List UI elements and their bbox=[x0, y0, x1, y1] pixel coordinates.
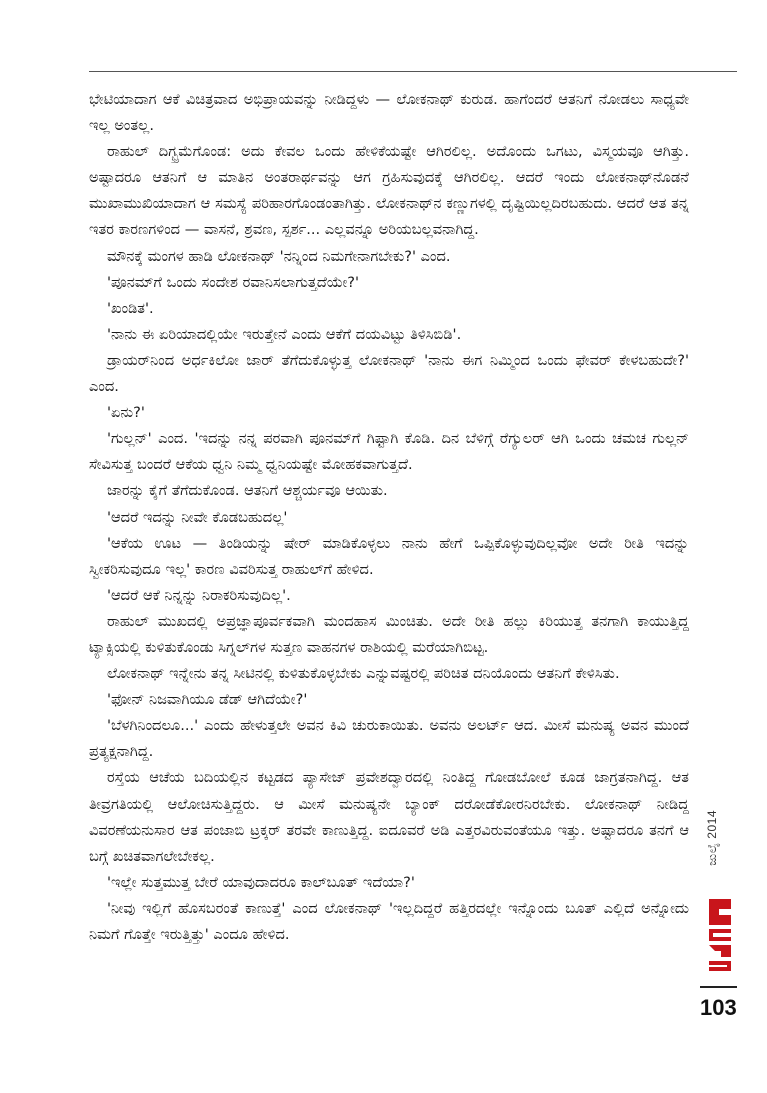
paragraph: ರಸ್ತೆಯ ಆಚೆಯ ಬದಿಯಲ್ಲಿನ ಕಟ್ಟಡದ ಪ್ಯಾಸೇಜ್ ಪ್ರವೇಶದ್ವಾರದಲ್ಲಿ ನಿಂತಿದ್ದ ಗೋಡಬೋಲೆ ಕೂಡ ಜಾಗ್ರತನಾಗಿದ್ದ. ಆತ ತೀವ್ರಗತಿಯಲ್ಲಿ ಆಲೋಚಿಸುತ್ತಿದ್ದರು. ಆ ಮೀಸೆ ಮನುಷ್ಯನೇ ಬ್ಯಾಂಕ್ ದರೋಡೆಕೋರನಿರಬೇಕು. ಲೋಕನಾಥ್ ನೀಡಿದ್ದ ವಿವರಣೆಯನುಸಾರ ಆತ ಪಂಜಾಬಿ ಟ್ರಕ್ಕರ್ ತರವೇ ಕಾಣುತ್ತಿದ್ದ. ಐದೂವರೆ ಅಡಿ ಎತ್ತರವಿರುವಂತೆಯೂ ಇತ್ತು. ಅಷ್ಟಾದರೂ ತನಗೆ ಆ ಬಗ್ಗೆ ಖಚಿತವಾಗಲೇಬೇಕಲ್ಲ. bbox=[89, 769, 689, 865]
paragraph: ರಾಹುಲ್ ಮುಖದಲ್ಲಿ ಅಪ್ರಜ್ಞಾಪೂರ್ವಕವಾಗಿ ಮಂದಹಾಸ ಮಿಂಚಿತು. ಅದೇ ರೀತಿ ಹಲ್ಲು ಕಿರಿಯುತ್ತ ತನಗಾಗಿ ಕಾಯುತ್ತಿದ್ದ ಟ್ಯಾಕ್ಸಿಯಲ್ಲಿ ಕುಳಿತುಕೊಂಡು ಸಿಗ್ನಲ್‌ಗಳ ಸುತ್ತಣ ವಾಹನಗಳ ರಾಶಿಯಲ್ಲಿ ಮರೆಯಾಗಿಬಿಟ್ಟ. bbox=[89, 612, 689, 656]
paragraph: 'ಏನು?' bbox=[107, 404, 145, 422]
paragraph: ಡ್ರಾಯರ್‌ನಿಂದ ಅರ್ಧಕಿಲೋ ಜಾರ್ ತೆಗೆದುಕೊಳ್ಳುತ್ತ ಲೋಕನಾಥ್ 'ನಾನು ಈಗ ನಿಮ್ಮಿಂದ ಒಂದು ಫೇವರ್ ಕೇಳಬಹುದೇ?' ಎಂದ. bbox=[89, 351, 689, 396]
paragraph: 'ಪೂನಮ್‌ಗೆ ಒಂದು ಸಂದೇಶ ರವಾನಿಸಲಾಗುತ್ತದೆಯೇ?' bbox=[107, 273, 360, 291]
paragraph: 'ಇಲ್ಲೇ ಸುತ್ತಮುತ್ತ ಬೇರೆ ಯಾವುದಾದರೂ ಕಾಲ್‌ಬೂತ್ ಇದೆಯಾ?' bbox=[107, 873, 415, 891]
paragraph: 'ಫೋನ್ ನಿಜವಾಗಿಯೂ ಡೆಡ್ ಆಗಿದೆಯೇ?' bbox=[107, 691, 308, 709]
header-rule bbox=[89, 71, 737, 72]
footer-rule bbox=[700, 986, 737, 988]
paragraph: ಮೌನಕ್ಕೆ ಮಂಗಳ ಹಾಡಿ ಲೋಕನಾಥ್ 'ನನ್ನಿಂದ ನಿಮಗೇನಾಗಬೇಕು?' ಎಂದ. bbox=[107, 247, 451, 265]
paragraph: ಲೋಕನಾಥ್ ಇನ್ನೇನು ತನ್ನ ಸೀಟಿನಲ್ಲಿ ಕುಳಿತುಕೊಳ್ಳಬೇಕು ಎನ್ನುವಷ್ಟರಲ್ಲಿ ಪರಿಚಿತ ದನಿಯೊಂದು ಆತನಿಗೆ ಕೇಳಿಸಿತು. bbox=[107, 665, 620, 683]
paragraph: 'ನಾನು ಈ ಏರಿಯಾದಲ್ಲಿಯೇ ಇರುತ್ತೇನೆ ಎಂದು ಆಕೆಗೆ ದಯವಿಟ್ಟು ತಿಳಿಸಿಬಿಡಿ'. bbox=[107, 325, 462, 343]
page-number: 103 bbox=[700, 995, 737, 1020]
paragraph: ಭೇಟಿಯಾದಾಗ ಆಕೆ ವಿಚಿತ್ರವಾದ ಅಭಿಪ್ರಾಯವನ್ನು ನೀಡಿದ್ದಳು — ಲೋಕನಾಥ್ ಕುರುಡ. ಹಾಗೆಂದರೆ ಆತನಿಗೆ ನೋಡಲು ಸಾಧ್ಯವೇ ಇಲ್ಲ ಅಂತಲ್ಲ. bbox=[89, 91, 689, 135]
paragraph: ಜಾರನ್ನು ಕೈಗೆ ತೆಗೆದುಕೊಂಡ. ಆತನಿಗೆ ಆಶ್ಚರ್ಯವೂ ಆಯಿತು. bbox=[107, 482, 388, 500]
paragraph: 'ಬೆಳಗಿನಿಂದಲೂ...' ಎಂದು ಹೇಳುತ್ತಲೇ ಅವನ ಕಿವಿ ಚುರುಕಾಯಿತು. ಅವನು ಅಲರ್ಟ್ ಆದ. ಮೀಸೆ ಮನುಷ್ಯ ಅವನ ಮುಂದೆ ಪ್ರತ್ಯಕ್ಷನಾಗಿದ್ದ. bbox=[89, 717, 689, 761]
paragraph: 'ಆಕೆಯ ಊಟ — ತಿಂಡಿಯನ್ನು ಷೇರ್ ಮಾಡಿಕೊಳ್ಳಲು ನಾನು ಹೇಗೆ ಒಪ್ಪಿಕೊಳ್ಳುವುದಿಲ್ಲವೋ ಅದೇ ರೀತಿ ಇದನ್ನು ಸ್ವೀಕರಿಸುವುದೂ ಇಲ್ಲ' ಕಾರಣ ವಿವರಿಸುತ್ತ ರಾಹುಲ್‌ಗೆ ಹೇಳಿದ. bbox=[89, 534, 689, 578]
magazine-logo bbox=[703, 893, 737, 977]
article-body bbox=[89, 87, 689, 948]
paragraph: ರಾಹುಲ್ ದಿಗ್ಭ್ರಮೆಗೊಂಡ: ಅದು ಕೇವಲ ಒಂದು ಹೇಳಿಕೆಯಷ್ಟೇ ಆಗಿರಲಿಲ್ಲ. ಅದೊಂದು ಒಗಟು, ವಿಸ್ಮಯವೂ ಆಗಿತ್ತು. ಅಷ್ಟಾದರೂ ಆತನಿಗೆ ಆ ಮಾತಿನ ಅಂತರಾರ್ಥವನ್ನು ಆಗ ಗ್ರಹಿಸುವುದಕ್ಕೆ ಆಗಿರಲಿಲ್ಲ. ಆದರೆ ಇಂದು ಲೋಕನಾಥ್‌ನೊಡನೆ ಮುಖಾಮುಖಿಯಾದಾಗ ಆ ಸಮಸ್ಯೆ ಪರಿಹಾರಗೊಂಡಂತಾಗಿತ್ತು. ಲೋಕನಾಥ್‌ನ ಕಣ್ಣುಗಳಲ್ಲಿ ದೃಷ್ಟಿಯಿಲ್ಲದಿರಬಹುದು. ಆದರೆ ಆತ ತನ್ನ ಇತರ ಕಾರಣಗಳಿಂದ — ವಾಸನೆ, ಶ್ರವಣ, ಸ್ಪರ್ಶ... ಎಲ್ಲವನ್ನೂ ಅರಿಯಬಲ್ಲವನಾಗಿದ್ದ. bbox=[89, 143, 689, 239]
paragraph: 'ಖಂಡಿತ'. bbox=[107, 299, 154, 317]
paragraph: 'ಆದರೆ ಇದನ್ನು ನೀವೇ ಕೊಡಬಹುದಲ್ಲ' bbox=[107, 508, 288, 526]
logo-graphic bbox=[703, 893, 737, 977]
paragraph: 'ಗುಲ್ಲನ್' ಎಂದ. 'ಇದನ್ನು ನನ್ನ ಪರವಾಗಿ ಪೂನಮ್‌ಗೆ ಗಿಫ್ಟಾಗಿ ಕೊಡಿ. ದಿನ ಬೆಳಿಗ್ಗೆ ರೆಗ್ಯುಲರ್ ಆಗಿ ಒಂದು ಚಮಚ ಗುಲ್ಲನ್ ಸೇವಿಸುತ್ತ ಬಂದರೆ ಆಕೆಯ ಧ್ವನಿ ನಿಮ್ಮ ಧ್ವನಿಯಷ್ಟೇ ಮೋಹಕವಾಗುತ್ತದೆ. bbox=[89, 430, 689, 474]
paragraph: 'ಆದರೆ ಆಕೆ ನಿನ್ನನ್ನು ನಿರಾಕರಿಸುವುದಿಲ್ಲ'. bbox=[107, 586, 291, 604]
issue-date: ಜುಲೈ 2014 bbox=[705, 810, 719, 866]
paragraph: 'ನೀವು ಇಲ್ಲಿಗೆ ಹೊಸಬರಂತೆ ಕಾಣುತ್ತೆ' ಎಂದ ಲೋಕನಾಥ್ 'ಇಲ್ಲದಿದ್ದರೆ ಹತ್ತಿರದಲ್ಲೇ ಇನ್ನೊಂದು ಬೂತ್ ಎಲ್ಲಿದೆ ಅನ್ನೋದು ನಿಮಗೆ ಗೊತ್ತೇ ಇರುತ್ತಿತ್ತು' ಎಂದೂ ಹೇಳಿದ. bbox=[89, 899, 689, 943]
